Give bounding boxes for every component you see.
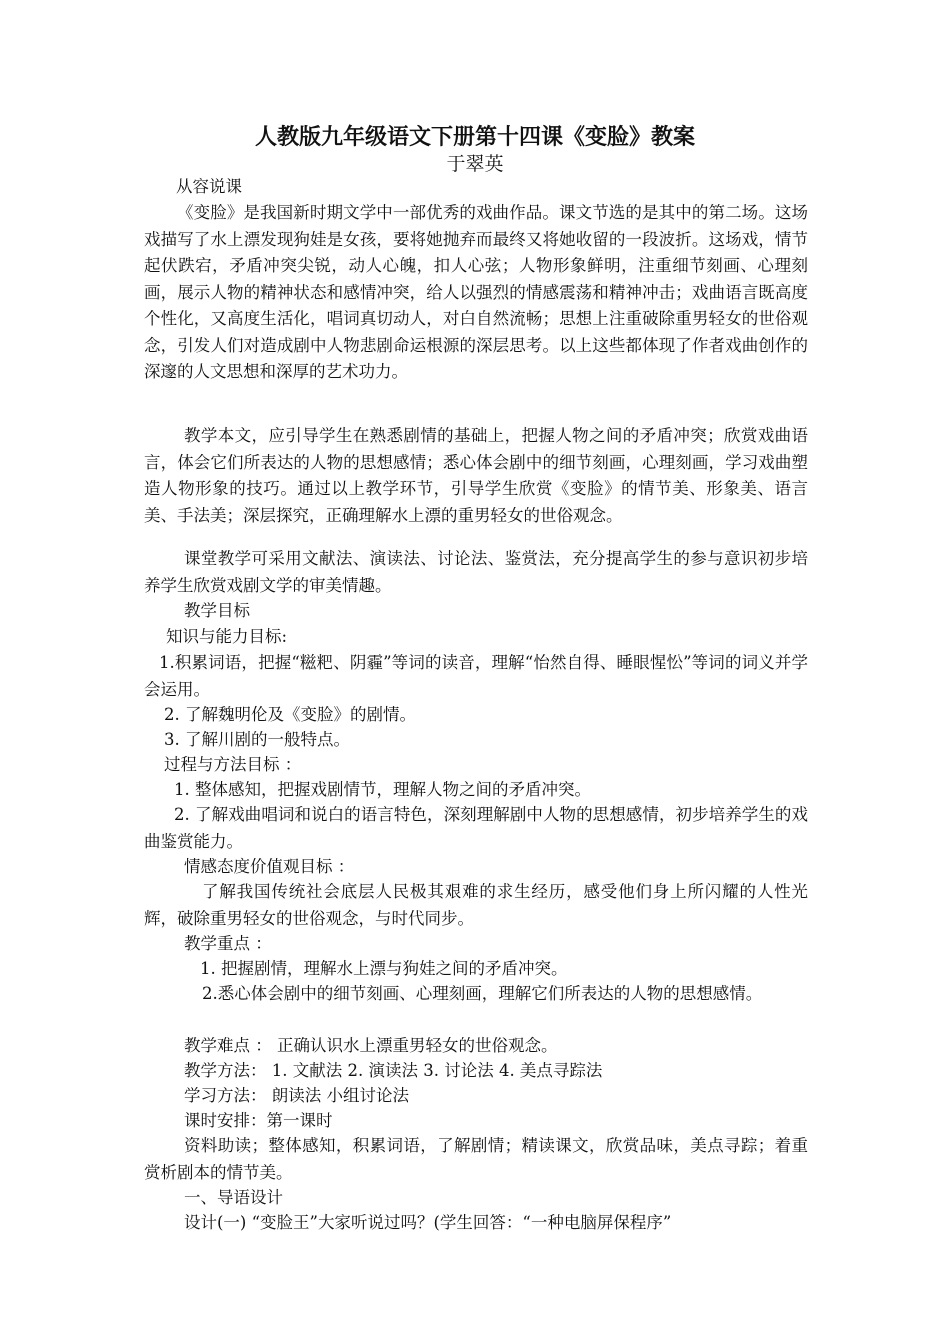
key-point-2: 2.悉心体会剧中的细节刻画、心理刻画，理解它们所表达的人物的思想感情。	[202, 984, 763, 1003]
heading-emotion: 情感态度价值观目标 ：	[184, 857, 355, 876]
heading-key-points: 教学重点 ：	[184, 934, 272, 953]
document-title: 人教版九年级语文下册第十四课《变脸》教案	[254, 125, 695, 150]
heading-knowledge: 知识与能力目标:	[166, 627, 288, 646]
process-item-1: 1. 整体感知，把握戏剧情节，理解人物之间的矛盾冲突。	[174, 780, 591, 799]
design-one: 设计(一) “变脸王”大家听说过吗？(学生回答：“一种电脑屏保程序”	[184, 1213, 672, 1232]
class-schedule: 课时安排：第一课时	[184, 1111, 333, 1130]
learning-methods: 学习方法： 朗读法 小组讨论法	[184, 1086, 409, 1105]
paragraph-teaching: 教学本文，应引导学生在熟悉剧情的基础上，把握人物之间的矛盾冲突；欣赏戏曲语言，体会它们所表达的人物的思想感情；悉心体会剧中的细节刻画，心理刻画，学习戏曲塑造人物形象的技巧。通过以上教学环节，引导学生欣赏《变脸》的情节美、形象美、语言美、手法美；深层探究，正确理解水上漂的重男轻女的世俗观念。	[144, 426, 808, 525]
teaching-difficulty: 教学难点 ： 正确认识水上漂重男轻女的世俗观念。	[184, 1036, 558, 1055]
paragraph-methods-intro: 课堂教学可采用文献法、演读法、讨论法、鉴赏法，充分提高学生的参与意识初步培养学生欣赏戏剧文学的审美情趣。	[144, 549, 808, 595]
knowledge-item-3: 3. 了解川剧的一般特点。	[164, 730, 350, 749]
reading-materials: 资料助读；整体感知，积累词语，了解剧情；精读课文，欣赏品味，美点寻踪；着重赏析剧本的情节美。	[144, 1136, 808, 1182]
knowledge-item-2: 2. 了解魏明伦及《变脸》的剧情。	[164, 705, 416, 724]
heading-process: 过程与方法目标 ：	[164, 755, 302, 774]
author-name: 于翠英	[446, 153, 504, 175]
heading-goals: 教学目标	[184, 601, 250, 620]
emotion-item-1: 了解我国传统社会底层人民极其艰难的求生经历，感受他们身上所闪耀的人性光辉，破除重男轻女的世俗观念，与时代同步。	[144, 882, 808, 928]
heading-intro: 从容说课	[176, 177, 242, 196]
section-heading-intro-design: 一、导语设计	[184, 1188, 283, 1207]
knowledge-item-1: 1.积累词语，把握“糍粑、阴霾”等词的读音，理解“怡然自得、睡眼惺忪”等词的词义并学会运用。	[144, 653, 808, 699]
process-item-2: 2. 了解戏曲唱词和说白的语言特色，深刻理解剧中人物的思想感情，初步培养学生的戏曲鉴赏能力。	[144, 805, 808, 851]
key-point-1: 1. 把握剧情，理解水上漂与狗娃之间的矛盾冲突。	[200, 959, 568, 978]
teaching-methods: 教学方法： 1. 文献法 2. 演读法 3. 讨论法 4. 美点寻踪法	[184, 1061, 603, 1080]
paragraph-intro: 《变脸》是我国新时期文学中一部优秀的戏曲作品。课文节选的是其中的第二场。这场戏描写了水上漂发现狗娃是女孩，要将她抛弃而最终又将她收留的一段波折。这场戏，情节起伏跌宕，矛盾冲突尖锐，动人心魄，扣人心弦；人物形象鲜明，注重细节刻画、心理刻画，展示人物的精神状态和感情冲突，给人以强烈的情感震荡和精神冲击；戏曲语言既高度个性化，又高度生活化，唱词真切动人，对白自然流畅；思想上注重破除重男轻女的世俗观念，引发人们对造成剧中人物悲剧命运根源的深层思考。以上这些都体现了作者戏曲创作的深邃的人文思想和深厚的艺术功力。	[144, 203, 808, 381]
